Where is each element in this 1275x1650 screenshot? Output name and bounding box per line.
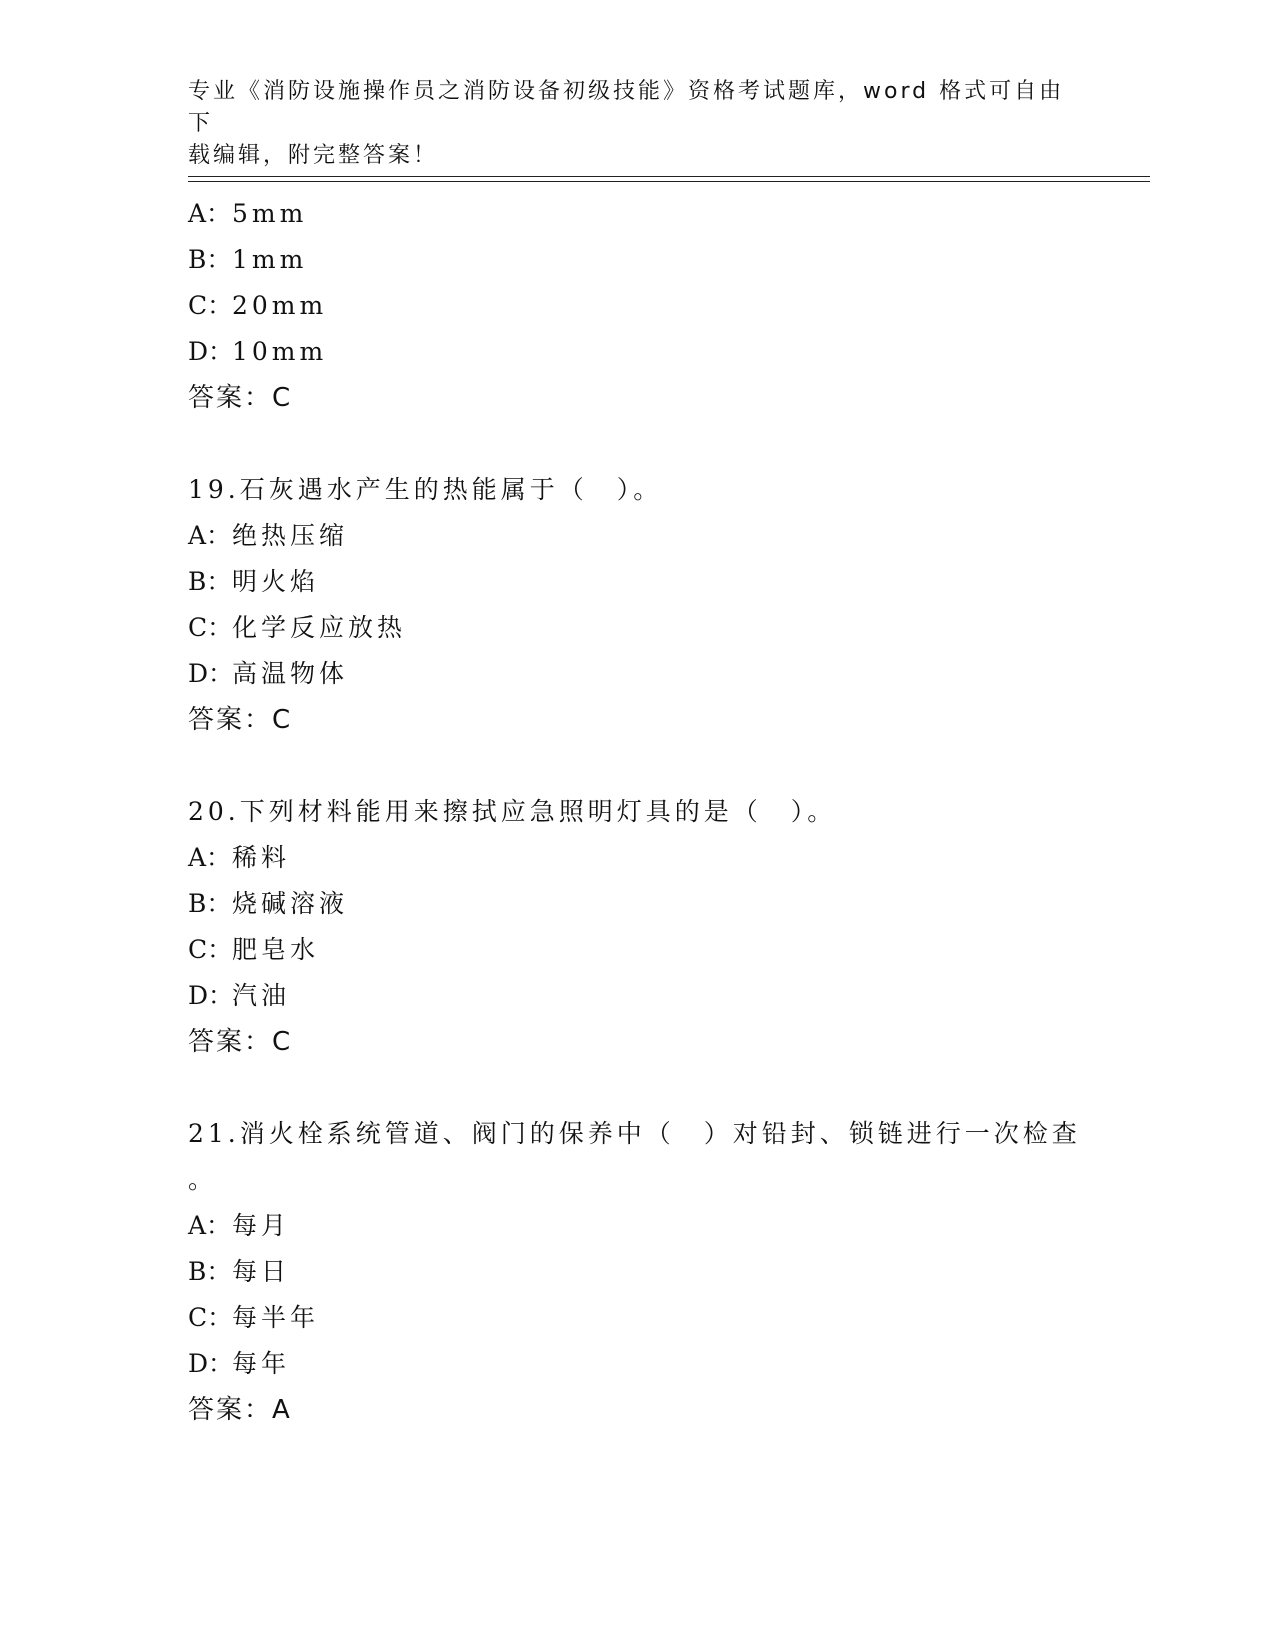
option-key: B： (188, 245, 232, 274)
option-text: 20mm (232, 291, 328, 320)
header-line-1: 专业《消防设施操作员之消防设备初级技能》资格考试题库，word 格式可自由下 (188, 79, 1065, 136)
spacer (188, 1065, 1148, 1111)
question-number: 20. (188, 797, 240, 826)
question-item (188, 789, 1148, 1065)
question-item (188, 467, 1148, 743)
question-item (188, 191, 1148, 421)
option-a (188, 835, 1148, 881)
option-text: 1mm (232, 245, 308, 274)
option-text: 10mm (232, 337, 328, 366)
header-divider-bottom (188, 181, 1150, 182)
option-key: D： (188, 981, 234, 1010)
option-text: 化学反应放热 (232, 613, 407, 642)
answer-label: 答案： (188, 705, 273, 735)
option-text: 5mm (232, 199, 308, 228)
answer-line (188, 1019, 1148, 1065)
answer-value: C (272, 383, 293, 413)
option-key: C： (188, 935, 233, 964)
answer-line (188, 697, 1148, 743)
option-key: B： (188, 889, 232, 918)
option-key: B： (188, 1257, 232, 1286)
question-text (188, 789, 1088, 835)
option-text: 每月 (232, 1211, 291, 1240)
option-key: A： (188, 521, 232, 550)
option-c (188, 1295, 1148, 1341)
option-text: 烧碱溶液 (232, 889, 349, 918)
option-b (188, 559, 1148, 605)
option-d (188, 1341, 1148, 1387)
option-key: D： (188, 337, 234, 366)
answer-line (188, 1387, 1148, 1433)
option-key: D： (188, 1349, 234, 1378)
option-key: C： (188, 1303, 233, 1332)
question-stem: 下列材料能用来擦拭应急照明灯具的是（ ）。 (239, 797, 837, 826)
answer-line (188, 375, 1148, 421)
question-stem: 石灰遇水产生的热能属于（ ）。 (239, 475, 663, 504)
option-text: 每日 (232, 1257, 291, 1286)
option-key: A： (188, 199, 232, 228)
answer-label: 答案： (188, 1027, 273, 1057)
answer-label: 答案： (188, 1395, 273, 1425)
option-c (188, 927, 1148, 973)
question-text-continuation: 。 (188, 1165, 218, 1194)
option-key: C： (188, 291, 233, 320)
option-b (188, 237, 1148, 283)
option-d (188, 651, 1148, 697)
option-key: D： (188, 659, 234, 688)
option-c (188, 283, 1148, 329)
option-a (188, 513, 1148, 559)
option-text: 明火焰 (232, 567, 320, 596)
question-number: 19. (188, 475, 240, 504)
option-text: 稀料 (232, 843, 291, 872)
spacer (188, 743, 1148, 789)
question-text (188, 467, 1088, 513)
option-key: A： (188, 843, 232, 872)
option-text: 肥皂水 (232, 935, 320, 964)
option-a (188, 191, 1148, 237)
answer-value: A (272, 1395, 292, 1425)
option-a (188, 1203, 1148, 1249)
option-d (188, 973, 1148, 1019)
question-item (188, 1111, 1148, 1433)
option-text: 绝热压缩 (232, 521, 349, 550)
answer-value: C (272, 705, 293, 735)
option-key: C： (188, 613, 233, 642)
document-header (188, 76, 1068, 172)
option-text: 高温物体 (232, 659, 349, 688)
option-d (188, 329, 1148, 375)
question-text (188, 1111, 1088, 1157)
option-c (188, 605, 1148, 651)
option-text: 每半年 (232, 1303, 320, 1332)
option-key: A： (188, 1211, 232, 1240)
header-line-2: 载编辑，附完整答案！ (188, 143, 439, 168)
question-number: 21. (188, 1119, 240, 1148)
header-divider-top (188, 176, 1150, 177)
option-key: B： (188, 567, 232, 596)
option-text: 每年 (232, 1349, 291, 1378)
answer-value: C (272, 1027, 293, 1057)
spacer (188, 421, 1148, 467)
option-b (188, 1249, 1148, 1295)
option-b (188, 881, 1148, 927)
option-text: 汽油 (232, 981, 291, 1010)
question-stem: 消火栓系统管道、阀门的保养中（ ）对铅封、锁链进行一次检查 (239, 1119, 1081, 1148)
question-list (188, 191, 1148, 1433)
answer-label: 答案： (188, 383, 273, 413)
